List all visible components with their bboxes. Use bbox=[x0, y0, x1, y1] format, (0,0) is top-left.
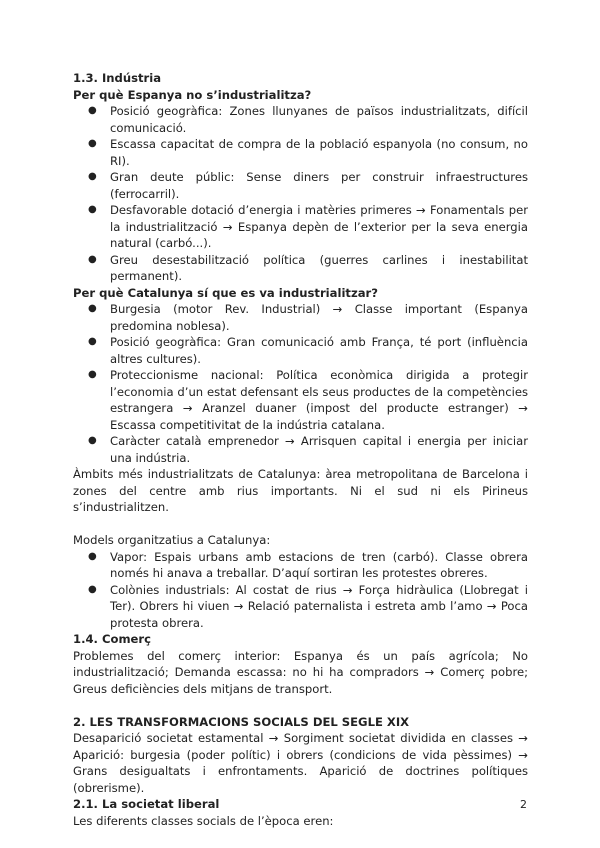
list-item: ● Posició geogràfica: Zones llunyanes de països industrialitzats, difícil comunicació. bbox=[88, 104, 528, 135]
comerc-paragraph: Problemes del comerç interior: Espanya és un país agrícola; No industrialització; Demanda escassa: no hi ha compradors → Comerç pobre; Greus deficiències dels mitjans de transport. bbox=[73, 648, 528, 696]
list-item: ● Escassa capacitat de compra de la població espanyola (no consum, no RI). bbox=[88, 137, 528, 168]
bullet-icon: ● bbox=[88, 253, 97, 265]
bullet-icon: ● bbox=[88, 105, 97, 116]
list-item: ● Gran deute públic: Sense diners per construir infraestructures (ferrocarril). bbox=[88, 170, 528, 201]
industrial-areas-paragraph: Àmbits més industrialitzats de Catalunya: àrea metropolitana de Barcelona i zones del centre amb rius importants. Ni el sud ni els Pirineus s’industrialitzen. bbox=[73, 467, 528, 514]
section-heading-industria: 1.3. Indústria bbox=[73, 71, 162, 85]
question-spain: Per què Espanya no s’industrialitza? bbox=[73, 87, 312, 102]
models-list bbox=[73, 549, 528, 632]
document-page bbox=[73, 70, 528, 829]
spain-reasons-list bbox=[73, 103, 528, 285]
list-item: ● Caràcter català emprenedor → Arrisquen capital i energia per iniciar una indústria. bbox=[88, 434, 528, 465]
list-item: ● Desfavorable dotació d’energia i matèries primeres → Fonamentals per la industrialització → Espanya depèn de l’exterior per la seva energia natural (carbó...). bbox=[88, 203, 528, 250]
list-item: ● Colònies industrials: Al costat de rius → Força hidràulica (Llobregat i Ter). Obrers hi viuen → Relació paternalista i estreta amb l’amo → Poca protesta obrera. bbox=[88, 582, 528, 630]
list-item: ● Burgesia (motor Rev. Industrial) → Classe important (Espanya predomina noblesa). bbox=[88, 302, 528, 333]
list-item: ● Proteccionisme nacional: Política econòmica dirigida a protegir l’economia d’un estat defensant els seus productes de la competències estrangera → Aranzel duaner (impost del producte estranger) → Escassa competitivitat de la indústria catalana. bbox=[88, 368, 528, 432]
catalonia-reasons-list bbox=[73, 301, 528, 466]
bullet-icon: ● bbox=[88, 138, 97, 149]
list-item: ● Posició geogràfica: Gran comunicació amb França, té port (influència altres cultures). bbox=[88, 335, 528, 366]
list-item: ● Vapor: Espais urbans amb estacions de tren (carbó). Classe obrera només hi anava a treballar. D’aquí sortiran les protestes obreres. bbox=[88, 549, 528, 580]
transformacions-paragraph: Desaparició societat estamental → Sorgiment societat dividida en classes → Aparició: burgesia (poder polític) i obrers (condicions de vida pèssimes) → Grans desigualtats i enfrontaments. Aparició de doctrines polítiques (obrerisme). bbox=[73, 731, 528, 795]
bullet-icon: ● bbox=[88, 550, 97, 562]
bullet-icon: ● bbox=[88, 171, 97, 182]
list-item: ● Greu desestabilització política (guerres carlines i inestabilitat permanent). bbox=[88, 252, 528, 283]
bullet-icon: ● bbox=[88, 204, 97, 215]
section-heading-comerc: 1.4. Comerç bbox=[73, 632, 151, 646]
section-heading-societat-liberal: 2.1. La societat liberal bbox=[73, 797, 220, 811]
bullet-icon: ● bbox=[88, 336, 97, 347]
section-heading-transformacions: 2. LES TRANSFORMACIONS SOCIALS DEL SEGLE XIX bbox=[73, 714, 410, 729]
bullet-icon: ● bbox=[88, 583, 97, 595]
models-intro: Models organitzatius a Catalunya: bbox=[73, 533, 271, 547]
bullet-icon: ● bbox=[88, 435, 97, 446]
page-number: 2 bbox=[520, 798, 527, 811]
bullet-icon: ● bbox=[88, 303, 97, 314]
question-catalonia: Per què Catalunya sí que es va industrialitzar? bbox=[73, 285, 378, 300]
societat-liberal-paragraph: Les diferents classes socials de l’època eren: bbox=[73, 813, 334, 828]
bullet-icon: ● bbox=[88, 369, 97, 380]
